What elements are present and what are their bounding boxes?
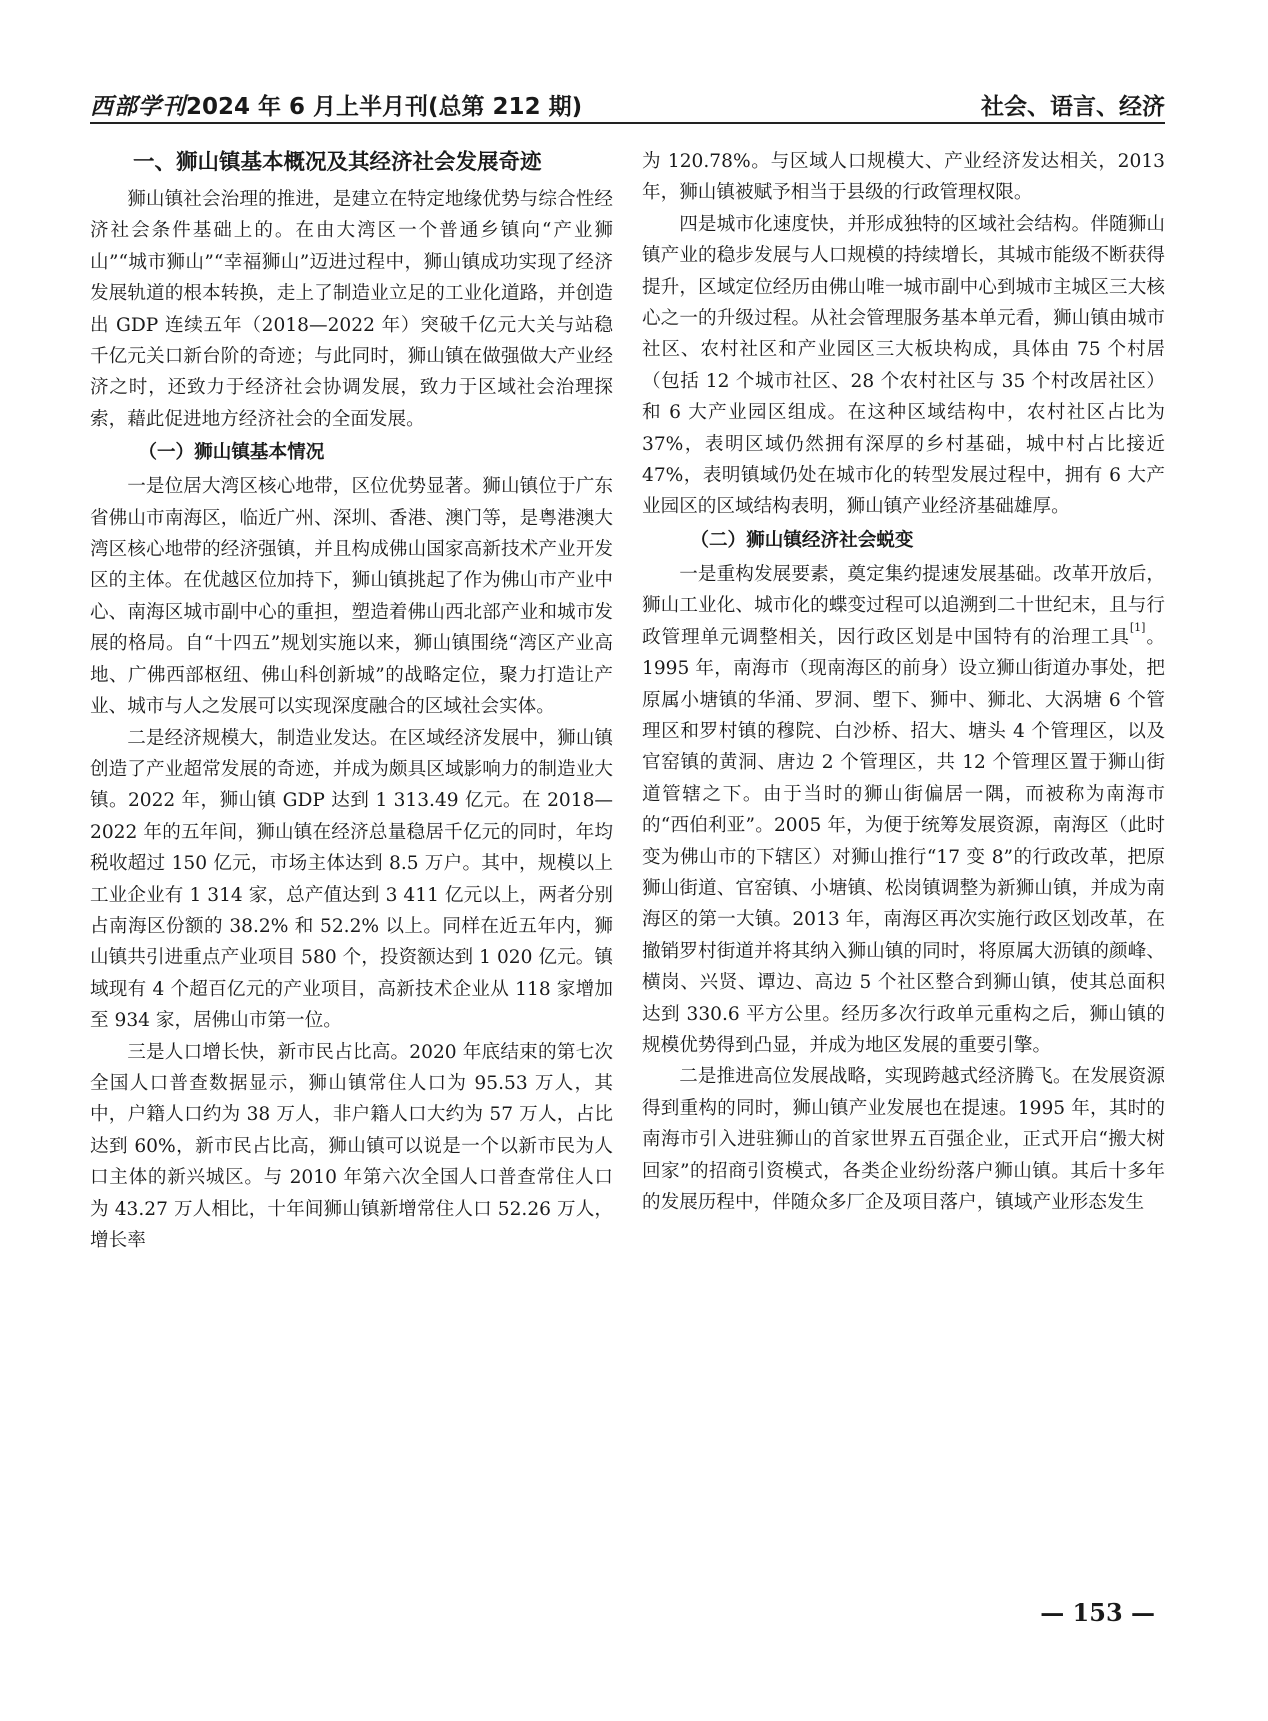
section-label: 社会、语言、经济 bbox=[981, 94, 1165, 120]
section-heading: 一、狮山镇基本概况及其经济社会发展奇迹 bbox=[133, 150, 542, 175]
paragraph-text: 。1995 年，南海市（现南海区的前身）设立狮山街道办事处，把原属小塘镇的华涌、罗洞、塱下、狮中、狮北、大涡塘 6 个管理区和罗村镇的穆院、白沙桥、招大、塘头 4 个管理区，以及官窑镇的黄洞、唐边 2 个管理区，共 12 个管理区置于狮山街道管辖之下。由于当时的狮山街偏居一隅，而被称为南海市的“西伯利亚”。2005 年，为便于统筹发展资源，南海区（此时变为佛山市的下辖区）对狮山推行“17 变 8”的行政改革，把原狮山街道、官窑镇、小塘镇、松岗镇调整为新狮山镇，并成为南海区的第一大镇。2013 年，南海区再次实施行政区划改革，在撤销罗村街道并将其纳入狮山镇的同时，将原属大沥镇的颜峰、横岗、兴贤、谭边、高边 5 个社区整合到狮山镇，使其总面积达到 330.6 平方公里。经历多次行政单元重构之后，狮山镇的规模优势得到凸显，并成为地区发展的重要引擎。 bbox=[642, 626, 1165, 1056]
paragraph-continued: 为 120.78%。与区域人口规模大、产业经济发达相关，2013 年，狮山镇被赋予相当于县级的行政管理权限。 bbox=[642, 151, 1165, 204]
paragraph-text: 一是重构发展要素，奠定集约提速发展基础。改革开放后，狮山工业化、城市化的蝶变过程可以追溯到二十世纪末，且与行政管理单元调整相关，因行政区划是中国特有的治理工具 bbox=[642, 563, 1165, 648]
paragraph: 二是经济规模大，制造业发达。在区域经济发展中，狮山镇创造了产业超常发展的奇迹，并成为颇具区域影响力的制造业大镇。2022 年，狮山镇 GDP 达到 1 313.49 亿元。在 2018—2022 年的五年间，狮山镇在经济总量稳居千亿元的同时，年均税收超过 150 亿元，市场主体达到 8.5 万户。其中，规模以上工业企业有 1 314 家，总产值达到 3 411 亿元以上，两者分别占南海区份额的 38.2% 和 52.2% 以上。同样在近五年内，狮山镇共引进重点产业项目 580 个，投资额达到 1 020 亿元。镇域现有 4 个超百亿元的产业项目，高新技术企业从 118 家增加至 934 家，居佛山市第一位。 bbox=[90, 727, 613, 1032]
paragraph: 一是位居大湾区核心地带，区位优势显著。狮山镇位于广东省佛山市南海区，临近广州、深圳、香港、澳门等，是粤港澳大湾区核心地带的经济强镇，并且构成佛山国家高新技术产业开发区的主体。在优越区位加持下，狮山镇挑起了作为佛山市产业中心、南海区城市副中心的重担，塑造着佛山西北部产业和城市发展的格局。自“十四五”规划实施以来，狮山镇围绕“湾区产业高地、广佛西部枢纽、佛山科创新城”的战略定位，聚力打造让产业、城市与人之发展可以实现深度融合的区域社会实体。 bbox=[90, 476, 613, 718]
page-number: — 153 — bbox=[1040, 1598, 1155, 1627]
citation-ref[interactable]: [1] bbox=[1129, 620, 1146, 634]
subsection-heading: （一）狮山镇基本情况 bbox=[138, 442, 325, 464]
paragraph: 狮山镇社会治理的推进，是建立在特定地缘优势与综合性经济社会条件基础上的。在由大湾区一个普通乡镇向“产业狮山”“城市狮山”“幸福狮山”迈进过程中，狮山镇成功实现了经济发展轨道的根本转换，走上了制造业立足的工业化道路，并创造出 GDP 连续五年（2018—2022 年）突破千亿元大关与站稳千亿元关口新台阶的奇迹；与此同时，狮山镇在做强做大产业经济之时，还致力于经济社会协调发展，致力于区域社会治理探索，藉此促进地方经济社会的全面发展。 bbox=[90, 189, 613, 430]
paragraph: 四是城市化速度快，并形成独特的区域社会结构。伴随狮山镇产业的稳步发展与人口规模的持续增长，其城市能级不断获得提升，区域定位经历由佛山唯一城市副中心到城市主城区三大核心之一的升级过程。从社会管理服务基本单元看，狮山镇由城市社区、农村社区和产业园区三大板块构成，具体由 75 个村居（包括 12 个城市社区、28 个农村社区与 35 个村改居社区）和 6 大产业园区组成。在这种区域结构中，农村社区占比为 37%，表明区域仍然拥有深厚的乡村基础，城中村占比接近 47%，表明镇域仍处在城市化的转型发展过程中，拥有 6 大产业园区的区域结构表明，狮山镇产业经济基础雄厚。 bbox=[642, 213, 1165, 518]
header-left bbox=[90, 88, 582, 121]
running-header bbox=[90, 86, 1165, 126]
issue-info: 2024 年 6 月上半月刊(总第 212 期) bbox=[186, 94, 583, 120]
left-column bbox=[90, 146, 613, 1256]
subsection-heading: （二）狮山镇经济社会蜕变 bbox=[690, 529, 914, 551]
paragraph: 三是人口增长快，新市民占比高。2020 年底结束的第七次全国人口普查数据显示，狮山镇常住人口为 95.53 万人，其中，户籍人口约为 38 万人，非户籍人口大约为 57 万人，占比达到 60%，新市民占比高，狮山镇可以说是一个以新市民为人口主体的新兴城区。与 2010 年第六次全国人口普查常住人口为 43.27 万人相比，十年间狮山镇新增常住人口 52.26 万人，增长率 bbox=[90, 1041, 613, 1251]
header-rule bbox=[90, 122, 1165, 124]
right-column bbox=[642, 146, 1165, 1218]
journal-logo: 西部学刊 bbox=[90, 93, 186, 120]
paragraph bbox=[642, 559, 1165, 1062]
paragraph: 二是推进高位发展战略，实现跨越式经济腾飞。在发展资源得到重构的同时，狮山镇产业发展也在提速。1995 年，其时的南海市引入进驻狮山的首家世界五百强企业，正式开启“搬大树回家”的招商引资模式，各类企业纷纷落户狮山镇。其后十多年的发展历程中，伴随众多厂企及项目落户，镇域产业形态发生 bbox=[642, 1066, 1165, 1213]
